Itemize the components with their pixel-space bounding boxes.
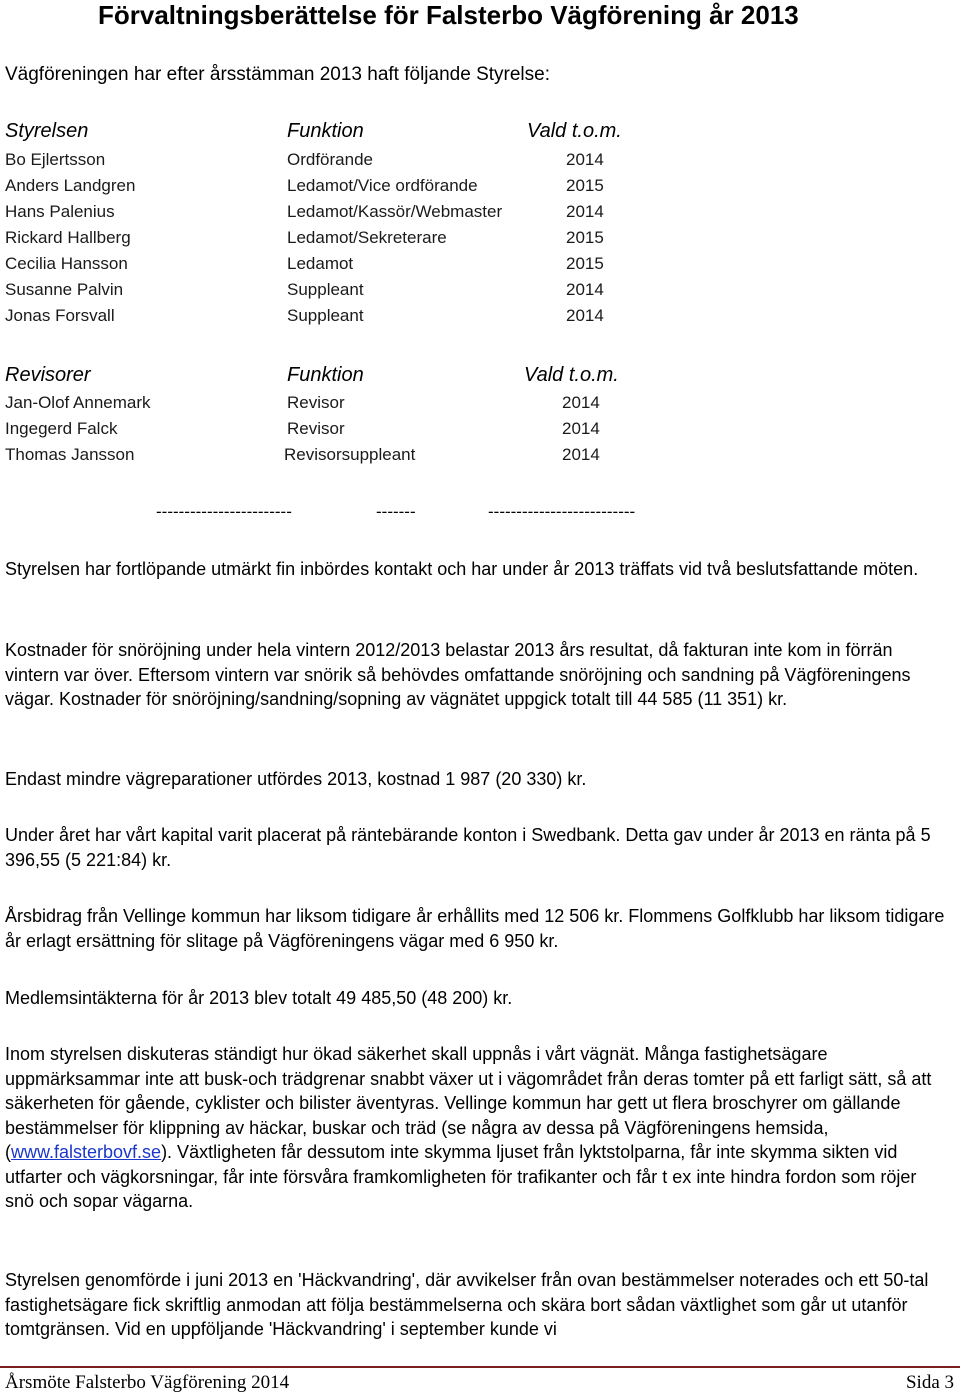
page-title: Förvaltningsberättelse för Falsterbo Vägförening år 2013	[98, 0, 799, 30]
auditors-header-term: Vald t.o.m.	[524, 364, 619, 386]
board-header-term: Vald t.o.m.	[527, 120, 622, 142]
board-row-function: Suppleant	[287, 306, 364, 325]
auditors-row-name: Thomas Jansson	[5, 445, 135, 464]
board-row-name: Bo Ejlertsson	[5, 150, 106, 169]
auditors-row-function: Revisor	[287, 419, 345, 438]
board-row-term: 2014	[566, 306, 604, 325]
board-row-function: Ordförande	[287, 150, 373, 169]
board-row-function: Ledamot/Kassör/Webmaster	[287, 202, 503, 221]
auditors-row-term: 2014	[562, 419, 600, 438]
paragraph-safety-text-cont: ). Växtligheten får dessutom inte skymma ljuset från lyktstolparna, får inte skymma sikten vid utfarter och vägkorsningar, får inte försvåra framkomligheten för trafikanter och får t ex inte hindra fordon som röjer snö och sopar vägarna.	[5, 1142, 917, 1211]
board-row-name: Hans Palenius	[5, 202, 115, 221]
paragraph-interest: Under året har vårt kapital varit placerat på räntebärande konton i Swedbank. Detta gav under år 2013 en ränta på 5 396,55 (5 221:84) kr.	[5, 825, 931, 870]
paragraph-meetings: Styrelsen har fortlöpande utmärkt fin inbördes kontakt och har under år 2013 träffats vid två beslutsfattande möten.	[5, 559, 919, 579]
intro-text: Vägföreningen har efter årsstämman 2013 haft följande Styrelse:	[5, 64, 550, 85]
board-row-term: 2015	[566, 228, 604, 247]
separator-dashes: ------------------------	[156, 502, 292, 521]
paragraph-road-repairs: Endast mindre vägreparationer utfördes 2013, kostnad 1 987 (20 330) kr.	[5, 769, 587, 789]
auditors-row-term: 2014	[562, 445, 600, 464]
footer-title: Årsmöte Falsterbo Vägförening 2014	[5, 1372, 290, 1393]
board-row-name: Susanne Palvin	[5, 280, 124, 299]
board-row-term: 2014	[566, 280, 604, 299]
auditors-row-name: Ingegerd Falck	[5, 419, 118, 438]
paragraph-hedge-walk: Styrelsen genomförde i juni 2013 en 'Häckvandring', där avvikelser från ovan bestämmelser noterades och ett 50-tal fastighetsägare fick skriftlig anmodan att följa bestämmelserna och skära bort sådan växtlighet som går ut utanför tomtgränsen. Vid en uppföljande 'Häckvandring' i september kunde vi	[5, 1270, 929, 1339]
board-row-function: Ledamot/Sekreterare	[287, 228, 447, 247]
paragraph-grants: Årsbidrag från Vellinge kommun har liksom tidigare år erhållits med 12 506 kr. Flommens Golfklubb har liksom tidigare år erlagt ersättning för slitage på Vägföreningens vägar med 6 950 kr.	[5, 906, 945, 951]
board-row-function: Suppleant	[287, 280, 364, 299]
board-row-term: 2015	[566, 176, 604, 195]
board-row-name: Rickard Hallberg	[5, 228, 131, 247]
footer-divider	[0, 1366, 960, 1368]
auditors-row-term: 2014	[562, 393, 600, 412]
board-row-term: 2015	[566, 254, 604, 273]
separator-dashes: --------------------------	[488, 502, 636, 521]
auditors-row-name: Jan-Olof Annemark	[5, 393, 151, 412]
paragraph-snow-costs: Kostnader för snöröjning under hela vintern 2012/2013 belastar 2013 års resultat, då fakturan inte kom in förrän vintern var över. Eftersom vintern var snörik så behövdes omfattande snöröjning och sandning på Vägföreningens vägar. Kostnader för snöröjning/sandning/sopning av vägnätet uppgick totalt till 44 585 (11 351) kr.	[5, 640, 911, 709]
board-header-name: Styrelsen	[5, 120, 89, 142]
board-row-function: Ledamot/Vice ordförande	[287, 176, 478, 195]
board-row-term: 2014	[566, 202, 604, 221]
auditors-row-function: Revisorsuppleant	[284, 445, 416, 464]
paragraph-safety	[5, 1042, 950, 1214]
board-row-term: 2014	[566, 150, 604, 169]
paragraph-safety-text: Inom styrelsen diskuteras ständigt hur ökad säkerhet skall uppnås i vårt vägnät. Många fastighetsägare uppmärksammar inte att busk-och trädgrenar snabbt växer ut i vägområdet från deras tomter på ett farligt sätt, så att säkerheten för gående, cyklister och bilister äventyras. Vellinge kommun har gett ut flera broschyrer om gällande bestämmelser för klippning av häckar, buskar och träd (se några av dessa på Vägföreningens hemsida, (	[5, 1044, 932, 1162]
auditors-row-function: Revisor	[287, 393, 345, 412]
page-number: Sida 3	[905, 1372, 954, 1393]
auditors-header-name: Revisorer	[5, 364, 91, 386]
board-row-name: Jonas Forsvall	[5, 306, 115, 325]
board-row-name: Cecilia Hansson	[5, 254, 128, 273]
separator-dashes: -------	[376, 502, 416, 521]
paragraph-membership-income: Medlemsintäkterna för år 2013 blev totalt 49 485,50 (48 200) kr.	[5, 988, 513, 1008]
board-header-function: Funktion	[287, 120, 364, 142]
auditors-header-function: Funktion	[287, 364, 364, 386]
website-link[interactable]: www.falsterbovf.se	[11, 1142, 162, 1162]
board-row-name: Anders Landgren	[5, 176, 136, 195]
board-row-function: Ledamot	[287, 254, 354, 273]
